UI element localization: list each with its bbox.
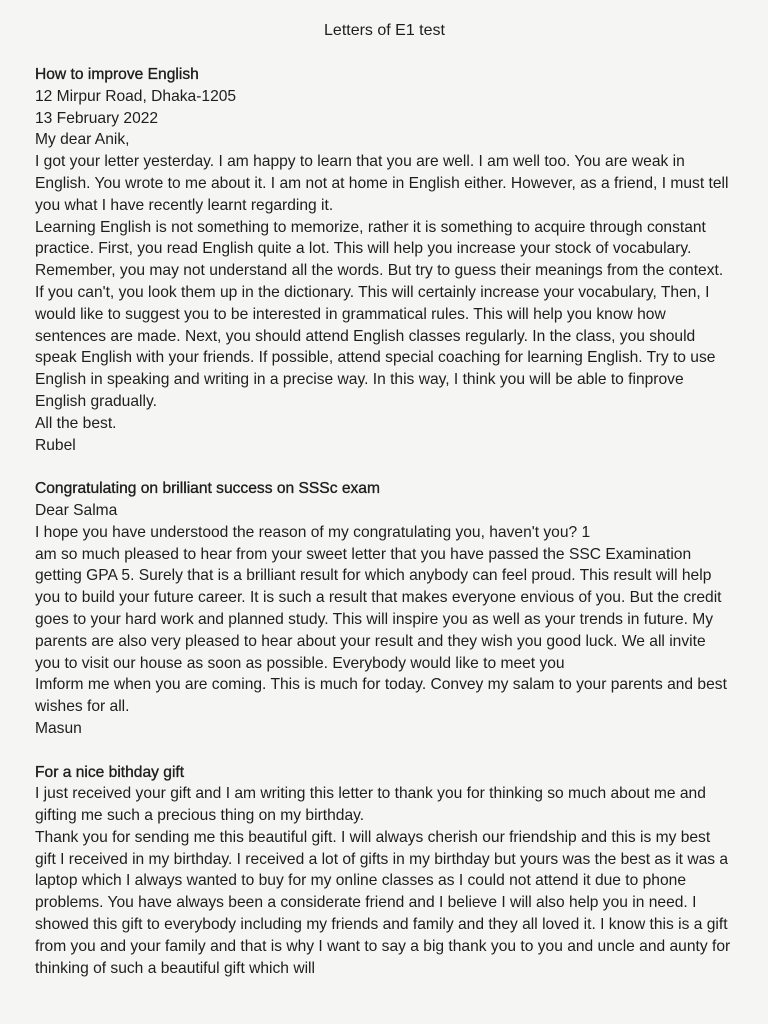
body-paragraph: I got your letter yesterday. I am happy to learn that you are well. I am well too. You are weak in English. You wrote to me about it. I am not at home in English either. However, as a friend, I must tell you what I have recently learnt regarding it. <box>35 153 729 214</box>
letter-heading: How to improve English <box>35 66 199 83</box>
signature-name: Rubel <box>35 436 76 454</box>
sender-address: 12 Mirpur Road, Dhaka-1205 <box>35 87 237 105</box>
body-paragraph: Learning English is not something to memorize, rather it is something to acquire through constant practice. First, you read English quite a lot. This will help you increase your stock of vocabulary. Remember, you may not understand all the words. But try to guess their meanings from the context. If you can't, you look them up in the dictionary. This will certainly increase your vocabulary, Then, I would like to suggest you to be interested in grammatical rules. This will help you know how sentences are made. Next, you should attend English classes regularly. In the class, you should speak English with your friends. If possible, attend special coaching for learning English. Try to use English in speaking and writing in a precise way. In this way, I think you will be able to finprove English gradually. <box>35 218 724 410</box>
letter-heading: Congratulating on brilliant success on SSSc exam <box>35 480 380 498</box>
letter-birthday-gift <box>35 762 734 980</box>
body-paragraph: am so much pleased to hear from your sweet letter that you have passed the SSC Examination getting GPA 5. Surely that is a brilliant result for which anybody can feel proud. This result will help you to build your future career. It is such a result that makes everyone envious of you. But the credit goes to your hard work and planned study. This will inspire you as well as your trends in future. My parents are also very pleased to hear about your result and they wish you good luck. We all invite you to visit our house as soon as possible. Everybody would like to meet you <box>35 545 722 672</box>
closing: All the best. <box>35 414 117 432</box>
letter-date: 13 February 2022 <box>35 109 159 127</box>
body-line: I hope you have understood the reason of my congratulating you, haven't you? 1 <box>35 523 591 541</box>
signature-name: Masun <box>35 719 82 737</box>
salutation: My dear Anik, <box>35 131 130 149</box>
letter-improve-english <box>35 64 734 456</box>
document-title: Letters of E1 test <box>324 22 445 39</box>
body-paragraph: I just received your gift and I am writing this letter to thank you for thinking so much about me and gifting me such a precious thing on my birthday. <box>35 785 706 825</box>
body-paragraph: Imform me when you are coming. This is much for today. Convey my salam to your parents and best wishes for all. <box>35 676 727 716</box>
body-paragraph: Thank you for sending me this beautiful gift. I will always cherish our friendship and this is my best gift I received in my birthday. I received a lot of gifts in my birthday but yours was the best as it was a laptop which I always wanted to buy for my online classes as I could not attend it due to phone problems. You have always been a considerate friend and I believe I will also help you in need. I showed this gift to everybody including my friends and family and they all loved it. I know this is a gift from you and your family and that is why I want to say a big thank you to you and uncle and aunty for thinking of such a beautiful gift which will <box>35 828 731 977</box>
letter-congratulation <box>35 478 734 740</box>
salutation: Dear Salma <box>35 501 118 519</box>
letter-heading: For a nice bithday gift <box>35 763 185 781</box>
